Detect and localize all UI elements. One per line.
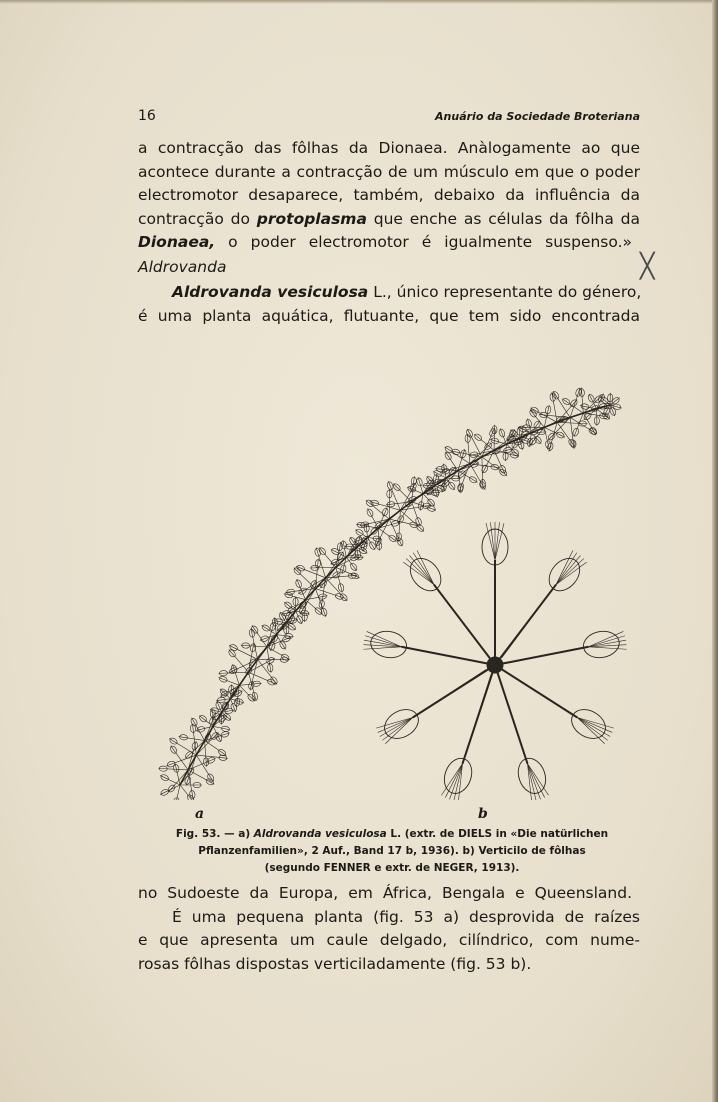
plant-leaf xyxy=(248,672,275,684)
plant-leaf xyxy=(610,405,615,416)
plant-leaf xyxy=(581,388,583,413)
plant-leaf xyxy=(570,418,597,434)
whorl-bristle xyxy=(490,522,495,560)
botanical-illustration xyxy=(140,330,640,800)
plant-leaf xyxy=(435,469,458,471)
plant-leaf xyxy=(239,683,261,685)
text-line: contracção do protoplasma que enche as células da fôlha da xyxy=(138,209,640,228)
figure-label-b: b xyxy=(478,806,488,822)
whorl-bristle xyxy=(556,562,587,584)
plant-leaf xyxy=(399,510,401,542)
plant-leaf xyxy=(368,508,379,528)
page-number: 16 xyxy=(138,108,156,124)
whorl-petiole xyxy=(498,675,528,766)
whorl-petiole xyxy=(433,583,489,657)
whorl-petiole xyxy=(502,583,558,658)
text-line: e que apresenta um caule delgado, cilíndrico, com nume- xyxy=(138,931,640,950)
running-title: Anuário da Sociedade Broteriana xyxy=(435,110,640,123)
plant-leaf xyxy=(446,478,461,479)
plant-leaf xyxy=(366,523,367,537)
plant-leaf xyxy=(205,741,227,756)
whorl-bristle xyxy=(454,764,463,800)
plant-leaf xyxy=(336,567,342,592)
text-line: Dionaea, o poder electromotor é igualmente suspenso.» xyxy=(138,233,632,252)
caption-line: (segundo FENNER e extr. de NEGER, 1913). xyxy=(264,862,520,874)
plant-leaf xyxy=(544,405,549,427)
plant-leaf-trap xyxy=(173,797,180,800)
whorl-petiole xyxy=(462,674,491,765)
paragraph-1 xyxy=(138,137,640,255)
caption-line: Pflanzenfamilien», 2 Auf., Band 17 b, 1936). b) Verticilo de fôlhas xyxy=(198,845,586,857)
caption-line: Fig. 53. — a) Aldrovanda vesiculosa L. (extr. de DIELS in «Die natürlichen xyxy=(175,828,609,840)
plant-leaf xyxy=(316,548,325,578)
whorl-bristle xyxy=(486,523,495,560)
text-line: rosas fôlhas dispostas verticiladamente (fig. 53 b). xyxy=(138,954,532,973)
plant-leaf xyxy=(196,755,213,782)
paragraph-3 xyxy=(138,882,640,976)
plant-leaf xyxy=(274,621,286,623)
whorl-bristle xyxy=(403,562,434,584)
plant-leaf xyxy=(458,471,477,483)
whorl-petiole xyxy=(411,670,486,719)
plant-leaf xyxy=(180,785,194,800)
plant-leaf xyxy=(160,775,180,785)
text-line: acontece durante a contracção de um músculo em que o poder xyxy=(138,162,640,181)
whorl-petiole xyxy=(505,647,591,664)
whorl-bristle xyxy=(589,647,627,649)
figure-caption xyxy=(170,826,614,877)
whorl-center xyxy=(487,657,503,673)
plant-leaf xyxy=(370,502,400,511)
page-right-edge xyxy=(712,0,718,1102)
plant-leaf xyxy=(158,768,188,770)
whorl-petiole xyxy=(399,646,485,662)
page-top-edge xyxy=(0,0,718,4)
whorl-bristle xyxy=(364,647,402,649)
plant-leaf xyxy=(529,422,557,434)
whorl-bristle xyxy=(556,553,577,585)
text-line: no Sudoeste da Europa, em África, Bengala e Queensland. xyxy=(138,884,632,902)
whorl-petiole xyxy=(503,670,579,718)
paragraph-2 xyxy=(138,281,640,328)
plant-leaf xyxy=(400,510,424,531)
whorl-bristle xyxy=(413,553,434,585)
plant-leaf xyxy=(557,422,587,423)
whorl-bristle xyxy=(495,523,504,560)
figure-label-a: a xyxy=(195,806,205,822)
section-heading: Aldrovanda xyxy=(138,258,227,276)
aldrovanda-plant-drawing xyxy=(158,388,621,800)
plant-leaf xyxy=(467,434,470,464)
plant-leaf xyxy=(467,429,482,457)
whorl-bristle xyxy=(495,522,500,560)
plant-leaf xyxy=(216,699,230,701)
whorl-bristle xyxy=(577,718,612,733)
text-line: electromotor desaparece, também, debaixo da influência da xyxy=(138,186,640,205)
text-line: É uma pequena planta (fig. 53 a) desprovida de raízes xyxy=(172,907,640,926)
plant-leaf xyxy=(284,594,306,600)
plant-leaf xyxy=(570,388,580,418)
pencil-mark: ╳ xyxy=(640,252,655,280)
plant-leaf xyxy=(552,392,557,422)
leaf-whorl-drawing xyxy=(363,522,626,800)
text-line: é uma planta aquática, flutuante, que tem sido encontrada xyxy=(138,306,640,325)
text-line: Aldrovanda vesiculosa L., único representante do género, xyxy=(172,283,642,301)
text-line: a contracção das fôlhas da Dionaea. Anàlogamente ao que xyxy=(138,139,640,157)
whorl-bristle xyxy=(527,764,536,800)
page-header xyxy=(138,108,640,128)
whorl-bristle xyxy=(378,718,413,733)
plant-leaf xyxy=(241,645,267,647)
plant-leaf xyxy=(544,427,549,449)
